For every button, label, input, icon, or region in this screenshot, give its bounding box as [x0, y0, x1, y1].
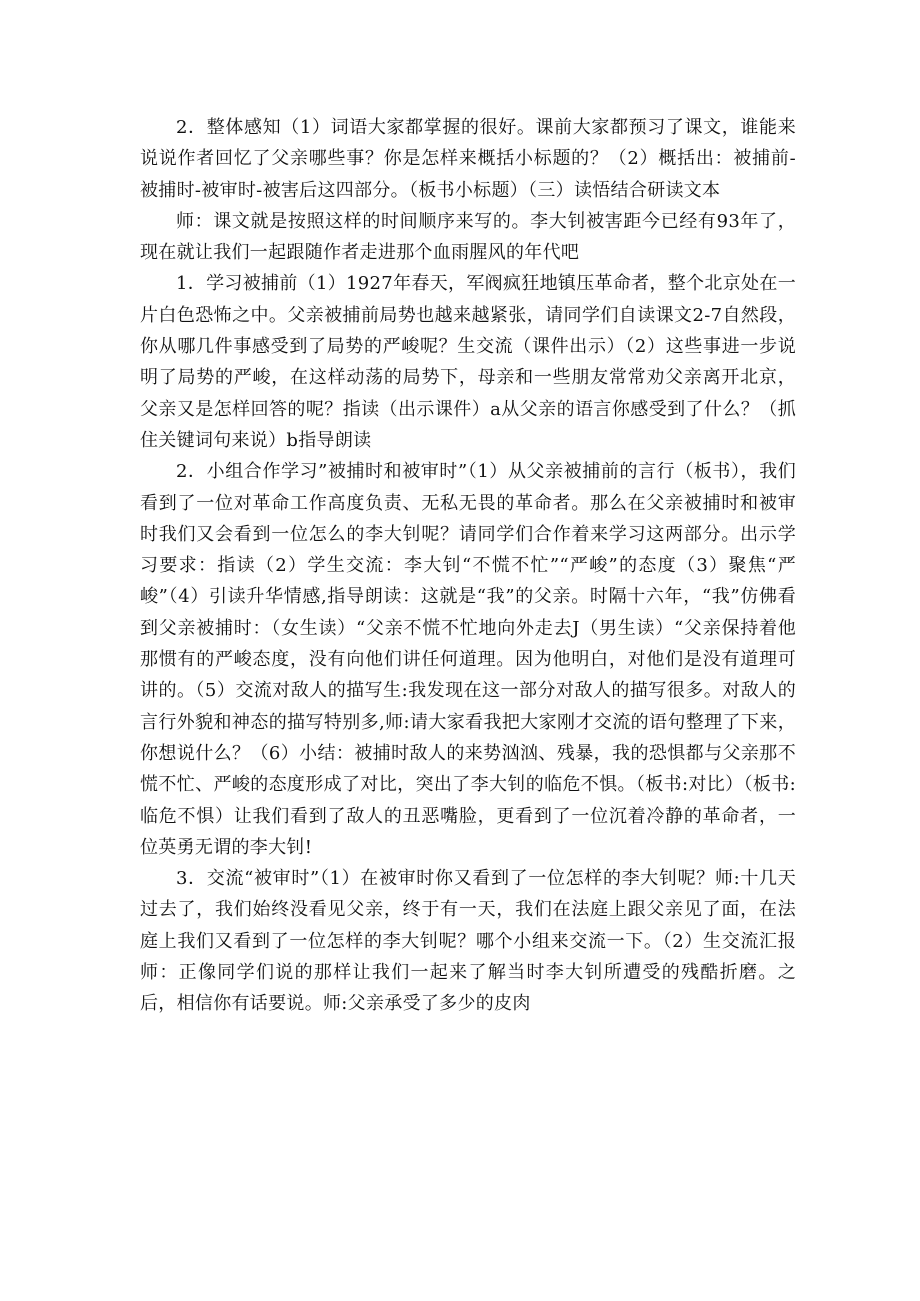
- paragraph-before-arrest: 1．学习被捕前（1）1927年春天，军阀疯狂地镇压革命者，整个北京处在一片白色恐怖之中。父亲被捕前局势也越来越紧张，请同学们自读课文2-7自然段，你从哪几件事感受到了局势的严峻呢？生交流（课件出示）（2）这些事进一步说明了局势的严峻，在这样动荡的局势下，母亲和一些朋友常常劝父亲离开北京，父亲又是怎样回答的呢？指读（出示课件）a从父亲的语言你感受到了什么？（抓住关键词句来说）b指导朗读: [140, 273, 796, 451]
- paragraph-during-trial: 3．交流“被审时”（1）在被审时你又看到了一位怎样的李大钊呢？师:十几天过去了，我们始终没看见父亲，终于有一天，我们在法庭上跟父亲见了面，在法庭上我们又看到了一位怎样的李大钊呢？哪个小组来交流一下。（2）生交流汇报师：正像同学们说的那样让我们一起来了解当时李大钊所遭受的残酷折磨。之后，相信你有话要说。师:父亲承受了多少的皮肉: [140, 868, 796, 1015]
- document-body: [140, 112, 796, 1020]
- paragraph-teacher-intro: 师：课文就是按照这样的时间顺序来写的。李大钊被害距今已经有93年了，现在就让我们一起跟随作者走进那个血雨腥风的年代吧: [140, 210, 796, 264]
- paragraph-overall-perception: 2．整体感知（1）词语大家都掌握的很好。课前大家都预习了课文，谁能来说说作者回忆了父亲哪些事？你是怎样来概括小标题的？（2）概括出：被捕前-被捕时-被审时-被害后这四部分。（板书小标题）（三）读悟结合研读文本: [140, 117, 796, 201]
- paragraph-group-study: 2．小组合作学习”被捕时和被审时”（1）从父亲被捕前的言行（板书），我们看到了一位对革命工作高度负责、无私无畏的革命者。那么在父亲被捕时和被审时我们又会看到一位怎么的李大钊呢？请同学们合作着来学习这两部分。出示学习要求：指读（2）学生交流：李大钊“不慌不忙”“严峻”的态度（3）聚焦“严峻”（4）引读升华情感,指导朗读：这就是“我”的父亲。时隔十六年，“我”仿佛看到父亲被捕时：（女生读）“父亲不慌不忙地向外走去J（男生读）“父亲保持着他那惯有的严峻态度，没有向他们讲任何道理。因为他明白，对他们是没有道理可讲的。（5）交流对敌人的描写生:我发现在这一部分对敌人的描写很多。对敌人的言行外貌和神态的描写特别多,师:请大家看我把大家刚才交流的语句整理了下来，你想说什么？（6）小结：被捕时敌人的来势汹汹、残暴，我的恐惧都与父亲那不慌不忙、严峻的态度形成了对比，突出了李大钊的临危不惧。（板书:对比）（板书:临危不惧）让我们看到了敌人的丑恶嘴脸，更看到了一位沉着冷静的革命者，一位英勇无谓的李大钊!: [140, 461, 796, 858]
